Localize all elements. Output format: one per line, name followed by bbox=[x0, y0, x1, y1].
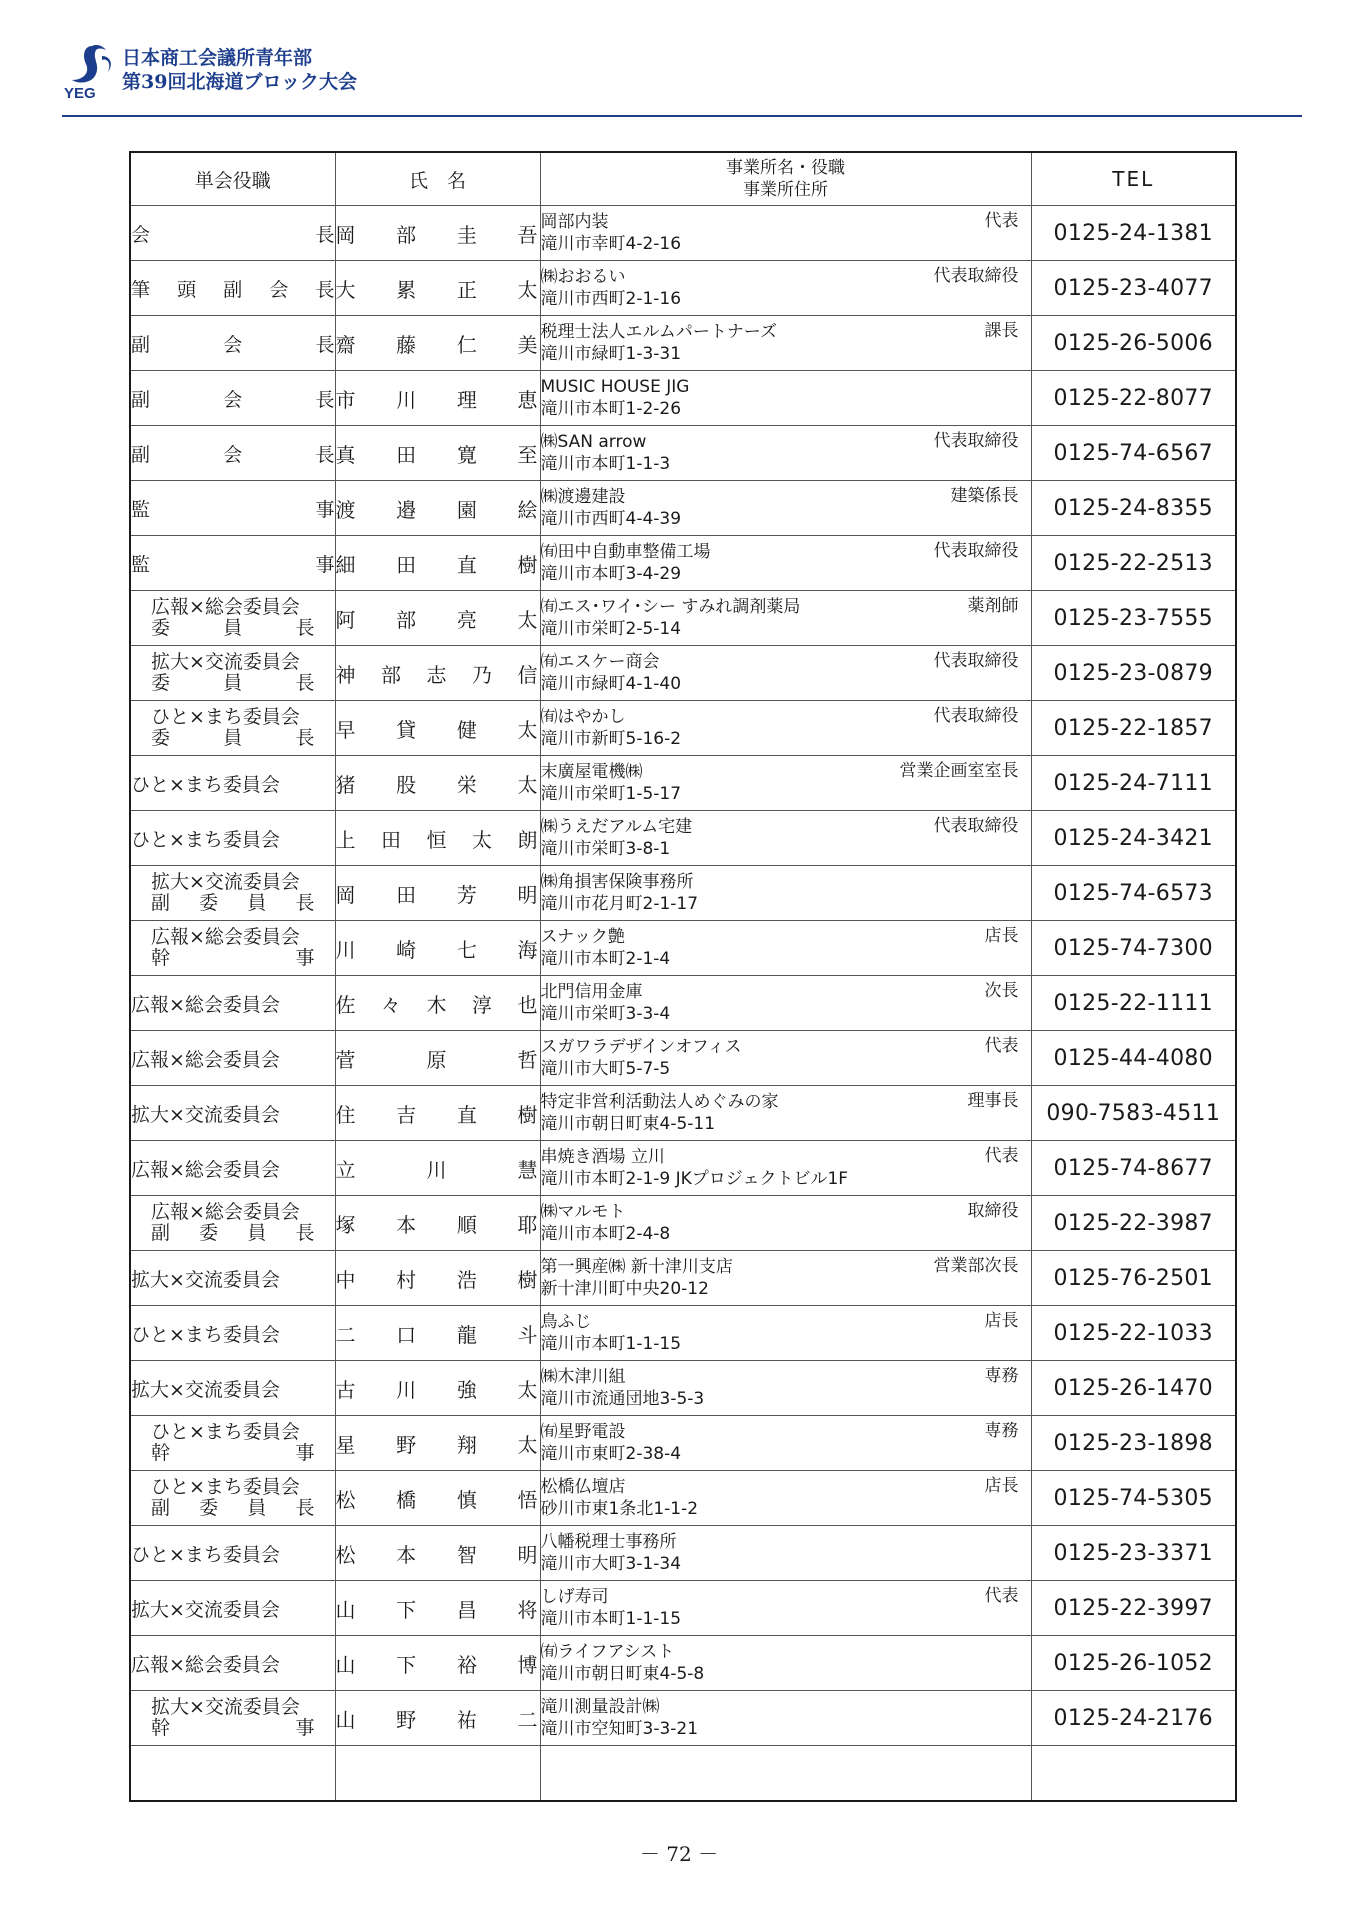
role-cell bbox=[130, 1416, 335, 1471]
job-title: 薬剤師 bbox=[967, 596, 1019, 616]
member-name: 松本智明 bbox=[335, 1526, 540, 1581]
role-cell bbox=[130, 1526, 335, 1581]
company-name: ㈲ライフアシスト bbox=[540, 1642, 675, 1662]
role-cell bbox=[130, 866, 335, 921]
role-cell bbox=[130, 371, 335, 426]
business-cell bbox=[540, 1636, 1031, 1691]
company-name: 末廣屋電機㈱ bbox=[540, 762, 643, 782]
job-title: 代表 bbox=[984, 1586, 1019, 1606]
member-name: 岡田芳明 bbox=[335, 866, 540, 921]
company-name: ㈲田中自動車整備工場 bbox=[540, 542, 711, 562]
phone-number: 0125-74-6573 bbox=[1031, 866, 1236, 921]
company-address: 滝川市栄町3-3-4 bbox=[540, 1004, 671, 1024]
role-text: 監事 bbox=[131, 553, 335, 576]
role-text: 筆頭副会長 bbox=[131, 278, 335, 301]
role-position: 副委員長 bbox=[151, 892, 315, 914]
business-cell bbox=[540, 1526, 1031, 1581]
company-name: しげ寿司 bbox=[540, 1587, 609, 1607]
phone-number: 0125-74-8677 bbox=[1031, 1141, 1236, 1196]
phone-number: 0125-22-2513 bbox=[1031, 536, 1236, 591]
company-name: ㈲星野電設 bbox=[540, 1422, 626, 1442]
empty-row bbox=[130, 1746, 1236, 1801]
table-body bbox=[130, 206, 1236, 1801]
page-number: － 72 － bbox=[639, 1842, 719, 1866]
table-row bbox=[130, 1691, 1236, 1746]
phone-number: 0125-23-4077 bbox=[1031, 261, 1236, 316]
header-address: 事業所住所 bbox=[743, 180, 828, 200]
role-text: 副会長 bbox=[131, 388, 335, 411]
table-row bbox=[130, 866, 1236, 921]
company-name: ㈱角損害保険事務所 bbox=[540, 872, 694, 892]
business-cell bbox=[540, 481, 1031, 536]
job-title: 代表 bbox=[984, 1146, 1019, 1166]
role-cell bbox=[130, 646, 335, 701]
header-rule bbox=[62, 115, 1302, 117]
job-title: 取締役 bbox=[967, 1201, 1019, 1221]
company-address: 滝川市流通団地3-5-3 bbox=[540, 1389, 705, 1409]
job-title: 店長 bbox=[984, 1311, 1019, 1331]
role-committee: 広報×総会委員会 bbox=[151, 596, 300, 618]
member-name: 岡部圭吾 bbox=[335, 206, 540, 261]
business-cell bbox=[540, 811, 1031, 866]
company-name: 鳥ふじ bbox=[540, 1312, 592, 1332]
company-address: 滝川市東町2-38-4 bbox=[540, 1444, 682, 1464]
job-title: 代表取締役 bbox=[933, 431, 1019, 451]
role-text: 拡大×交流委員会 bbox=[131, 1378, 280, 1401]
member-name: 古川強太 bbox=[335, 1361, 540, 1416]
role-cell bbox=[130, 1306, 335, 1361]
member-name: 松橋慎悟 bbox=[335, 1471, 540, 1526]
company-address: 滝川市大町5-7-5 bbox=[540, 1059, 671, 1079]
role-cell bbox=[130, 1691, 335, 1746]
job-title: 代表取締役 bbox=[933, 816, 1019, 836]
company-address: 滝川市新町5-16-2 bbox=[540, 729, 682, 749]
role-committee: ひと×まち委員会 bbox=[151, 706, 300, 728]
company-address: 滝川市緑町4-1-40 bbox=[540, 674, 682, 694]
member-name: 二口龍斗 bbox=[335, 1306, 540, 1361]
header-business bbox=[540, 152, 1031, 206]
phone-number: 0125-22-3997 bbox=[1031, 1581, 1236, 1636]
member-name: 渡邉園絵 bbox=[335, 481, 540, 536]
table-row bbox=[130, 206, 1236, 261]
phone-number: 0125-23-7555 bbox=[1031, 591, 1236, 646]
table-row bbox=[130, 1251, 1236, 1306]
role-cell bbox=[130, 1361, 335, 1416]
table-row bbox=[130, 701, 1236, 756]
role-text: 広報×総会委員会 bbox=[131, 1048, 280, 1071]
member-name: 大累正太 bbox=[335, 261, 540, 316]
phone-number: 0125-22-8077 bbox=[1031, 371, 1236, 426]
job-title: 代表取締役 bbox=[933, 266, 1019, 286]
member-name: 山下昌将 bbox=[335, 1581, 540, 1636]
company-address: 滝川市幸町4-2-16 bbox=[540, 234, 682, 254]
table-row bbox=[130, 1636, 1236, 1691]
job-title: 課長 bbox=[984, 321, 1019, 341]
role-position: 委員長 bbox=[151, 727, 315, 749]
member-name: 塚本順耶 bbox=[335, 1196, 540, 1251]
yeg-logo bbox=[62, 42, 118, 102]
empty-cell bbox=[335, 1746, 540, 1801]
table-row bbox=[130, 1031, 1236, 1086]
job-title: 専務 bbox=[984, 1366, 1019, 1386]
company-address: 砂川市東1条北1-1-2 bbox=[540, 1499, 699, 1519]
business-cell bbox=[540, 976, 1031, 1031]
company-name: 八幡税理士事務所 bbox=[540, 1532, 677, 1552]
company-name: ㈲はやかし bbox=[540, 707, 626, 727]
role-cell bbox=[130, 756, 335, 811]
role-position: 幹事 bbox=[151, 1442, 315, 1464]
role-text: ひと×まち委員会 bbox=[131, 773, 280, 796]
job-title: 店長 bbox=[984, 926, 1019, 946]
company-address: 滝川市西町4-4-39 bbox=[540, 509, 682, 529]
company-name: 松橋仏壇店 bbox=[540, 1477, 626, 1497]
company-address: 滝川市朝日町東4-5-8 bbox=[540, 1664, 705, 1684]
company-name: ㈱渡邊建設 bbox=[540, 487, 626, 507]
job-title: 代表取締役 bbox=[933, 651, 1019, 671]
role-text: 会 長 bbox=[131, 223, 335, 246]
role-cell bbox=[130, 1196, 335, 1251]
role-cell bbox=[130, 426, 335, 481]
phone-number: 0125-74-5305 bbox=[1031, 1471, 1236, 1526]
phone-number: 0125-22-1033 bbox=[1031, 1306, 1236, 1361]
role-cell bbox=[130, 1141, 335, 1196]
company-address: 滝川市本町2-1-9 JKプロジェクトビル1F bbox=[540, 1169, 849, 1189]
job-title: 次長 bbox=[984, 981, 1019, 1001]
phone-number: 090-7583-4511 bbox=[1031, 1086, 1236, 1141]
company-name: 北門信用金庫 bbox=[540, 982, 643, 1002]
business-cell bbox=[540, 921, 1031, 976]
role-cell bbox=[130, 1636, 335, 1691]
job-title: 営業企画室室長 bbox=[899, 761, 1019, 781]
role-committee: 拡大×交流委員会 bbox=[151, 871, 300, 893]
table-row bbox=[130, 1526, 1236, 1581]
member-name: 神部志乃信 bbox=[335, 646, 540, 701]
company-address: 滝川市本町2-4-8 bbox=[540, 1224, 671, 1244]
table-row bbox=[130, 1196, 1236, 1251]
role-committee: 広報×総会委員会 bbox=[151, 926, 300, 948]
phone-number: 0125-26-5006 bbox=[1031, 316, 1236, 371]
role-cell bbox=[130, 261, 335, 316]
role-text: 拡大×交流委員会 bbox=[131, 1103, 280, 1126]
business-cell bbox=[540, 316, 1031, 371]
business-cell bbox=[540, 1471, 1031, 1526]
page-header bbox=[62, 42, 1302, 102]
company-address: 滝川市朝日町東4-5-11 bbox=[540, 1114, 716, 1134]
phone-number: 0125-26-1470 bbox=[1031, 1361, 1236, 1416]
role-cell bbox=[130, 1251, 335, 1306]
table-row bbox=[130, 1086, 1236, 1141]
company-name: ㈲エス･ワイ･シー すみれ調剤薬局 bbox=[540, 597, 801, 617]
member-name: 齋藤仁美 bbox=[335, 316, 540, 371]
table-row bbox=[130, 481, 1236, 536]
table-row bbox=[130, 1471, 1236, 1526]
phone-number: 0125-44-4080 bbox=[1031, 1031, 1236, 1086]
job-title: 代表 bbox=[984, 211, 1019, 231]
role-position: 幹事 bbox=[151, 1717, 315, 1739]
role-cell bbox=[130, 701, 335, 756]
role-position: 委員長 bbox=[151, 672, 315, 694]
phone-number: 0125-24-7111 bbox=[1031, 756, 1236, 811]
event-name: 第39回北海道ブロック大会 bbox=[122, 71, 358, 93]
company-name: 第一興産㈱ 新十津川支店 bbox=[540, 1257, 733, 1277]
phone-number: 0125-74-6567 bbox=[1031, 426, 1236, 481]
company-name: 滝川測量設計㈱ bbox=[540, 1697, 660, 1717]
business-cell bbox=[540, 1251, 1031, 1306]
job-title: 専務 bbox=[984, 1421, 1019, 1441]
header-role: 単会役職 bbox=[130, 152, 335, 206]
business-cell bbox=[540, 1416, 1031, 1471]
company-name: ㈱マルモト bbox=[540, 1202, 626, 1222]
role-cell bbox=[130, 921, 335, 976]
role-position: 副委員長 bbox=[151, 1497, 315, 1519]
job-title: 代表取締役 bbox=[933, 541, 1019, 561]
company-name: スガワラデザインオフィス bbox=[540, 1037, 742, 1057]
business-cell bbox=[540, 1361, 1031, 1416]
business-cell bbox=[540, 646, 1031, 701]
company-name: ㈱木津川組 bbox=[540, 1367, 626, 1387]
phone-number: 0125-24-1381 bbox=[1031, 206, 1236, 261]
table-row bbox=[130, 371, 1236, 426]
table-row bbox=[130, 261, 1236, 316]
empty-cell bbox=[130, 1746, 335, 1801]
company-address: 滝川市栄町2-5-14 bbox=[540, 619, 682, 639]
business-cell bbox=[540, 1196, 1031, 1251]
company-name: ㈱SAN arrow bbox=[540, 432, 647, 452]
company-address: 滝川市大町3-1-34 bbox=[540, 1554, 682, 1574]
company-address: 滝川市本町1-1-3 bbox=[540, 454, 671, 474]
role-text: 広報×総会委員会 bbox=[131, 1653, 280, 1676]
empty-cell bbox=[540, 1746, 1031, 1801]
role-position: 委員長 bbox=[151, 617, 315, 639]
role-text: 拡大×交流委員会 bbox=[131, 1268, 280, 1291]
company-name: ㈱うえだアルム宅建 bbox=[540, 817, 693, 837]
role-committee: ひと×まち委員会 bbox=[151, 1476, 300, 1498]
member-name: 山野祐二 bbox=[335, 1691, 540, 1746]
member-table bbox=[129, 151, 1237, 1802]
phone-number: 0125-23-3371 bbox=[1031, 1526, 1236, 1581]
phone-number: 0125-76-2501 bbox=[1031, 1251, 1236, 1306]
role-cell bbox=[130, 536, 335, 591]
table-row bbox=[130, 426, 1236, 481]
member-name: 早貸健太 bbox=[335, 701, 540, 756]
phone-number: 0125-24-3421 bbox=[1031, 811, 1236, 866]
header-tel: TEL bbox=[1031, 152, 1236, 206]
member-name: 山下裕博 bbox=[335, 1636, 540, 1691]
company-address: 新十津川町中央20-12 bbox=[540, 1279, 709, 1299]
role-cell bbox=[130, 1581, 335, 1636]
role-committee: ひと×まち委員会 bbox=[151, 1421, 300, 1443]
role-text: 広報×総会委員会 bbox=[131, 993, 280, 1016]
role-committee: 広報×総会委員会 bbox=[151, 1201, 300, 1223]
role-position: 幹事 bbox=[151, 947, 315, 969]
table-row bbox=[130, 1306, 1236, 1361]
company-name: 岡部内装 bbox=[540, 212, 609, 232]
role-text: 広報×総会委員会 bbox=[131, 1158, 280, 1181]
business-cell bbox=[540, 1691, 1031, 1746]
empty-cell bbox=[1031, 1746, 1236, 1801]
phone-number: 0125-22-3987 bbox=[1031, 1196, 1236, 1251]
role-text: ひと×まち委員会 bbox=[131, 1323, 280, 1346]
member-name: 市川理恵 bbox=[335, 371, 540, 426]
company-address: 滝川市本町1-2-26 bbox=[540, 399, 682, 419]
role-cell bbox=[130, 1471, 335, 1526]
company-address: 滝川市栄町1-5-17 bbox=[540, 784, 682, 804]
business-cell bbox=[540, 1306, 1031, 1361]
table-row bbox=[130, 921, 1236, 976]
role-cell bbox=[130, 1031, 335, 1086]
business-cell bbox=[540, 261, 1031, 316]
phone-number: 0125-22-1857 bbox=[1031, 701, 1236, 756]
job-title: 代表取締役 bbox=[933, 706, 1019, 726]
phone-number: 0125-22-1111 bbox=[1031, 976, 1236, 1031]
member-name: 阿部亮太 bbox=[335, 591, 540, 646]
business-cell bbox=[540, 426, 1031, 481]
header-name: 氏 名 bbox=[335, 152, 540, 206]
role-text: 副会長 bbox=[131, 443, 335, 466]
business-cell bbox=[540, 536, 1031, 591]
table-row bbox=[130, 591, 1236, 646]
business-cell bbox=[540, 1086, 1031, 1141]
phone-number: 0125-23-0879 bbox=[1031, 646, 1236, 701]
table-row bbox=[130, 1361, 1236, 1416]
role-text: ひと×まち委員会 bbox=[131, 828, 280, 851]
company-address: 滝川市花月町2-1-17 bbox=[540, 894, 699, 914]
role-cell bbox=[130, 316, 335, 371]
business-cell bbox=[540, 206, 1031, 261]
role-cell bbox=[130, 1086, 335, 1141]
table-row bbox=[130, 976, 1236, 1031]
member-name: 真田寛至 bbox=[335, 426, 540, 481]
business-cell bbox=[540, 1141, 1031, 1196]
phone-number: 0125-24-8355 bbox=[1031, 481, 1236, 536]
role-text: 副会長 bbox=[131, 333, 335, 356]
member-name: 川崎七海 bbox=[335, 921, 540, 976]
company-address: 滝川市栄町3-8-1 bbox=[540, 839, 671, 859]
member-name: 住吉直樹 bbox=[335, 1086, 540, 1141]
role-text: 拡大×交流委員会 bbox=[131, 1598, 280, 1621]
org-name: 日本商工会議所青年部 bbox=[122, 47, 313, 69]
role-cell bbox=[130, 591, 335, 646]
table-row bbox=[130, 1581, 1236, 1636]
table-header bbox=[130, 152, 1236, 206]
business-cell bbox=[540, 756, 1031, 811]
table-row bbox=[130, 646, 1236, 701]
company-name: ㈱おおるい bbox=[540, 267, 626, 287]
table-row bbox=[130, 316, 1236, 371]
member-name: 星野翔太 bbox=[335, 1416, 540, 1471]
member-name: 中村浩樹 bbox=[335, 1251, 540, 1306]
phone-number: 0125-24-2176 bbox=[1031, 1691, 1236, 1746]
table-row bbox=[130, 1141, 1236, 1196]
business-cell bbox=[540, 701, 1031, 756]
role-cell bbox=[130, 206, 335, 261]
company-name: MUSIC HOUSE JIG bbox=[540, 377, 690, 397]
company-address: 滝川市本町1-1-15 bbox=[540, 1609, 682, 1629]
role-position: 副委員長 bbox=[151, 1222, 315, 1244]
role-committee: 拡大×交流委員会 bbox=[151, 651, 300, 673]
company-address: 滝川市本町2-1-4 bbox=[540, 949, 671, 969]
job-title: 店長 bbox=[984, 1476, 1019, 1496]
company-address: 滝川市空知町3-3-21 bbox=[540, 1719, 699, 1739]
business-cell bbox=[540, 1031, 1031, 1086]
role-cell bbox=[130, 481, 335, 536]
member-name: 細田直樹 bbox=[335, 536, 540, 591]
job-title: 建築係長 bbox=[950, 486, 1019, 506]
role-text: ひと×まち委員会 bbox=[131, 1543, 280, 1566]
role-cell bbox=[130, 811, 335, 866]
business-cell bbox=[540, 866, 1031, 921]
business-cell bbox=[540, 1581, 1031, 1636]
table-row bbox=[130, 756, 1236, 811]
role-committee: 拡大×交流委員会 bbox=[151, 1696, 300, 1718]
table-row bbox=[130, 811, 1236, 866]
company-address: 滝川市緑町1-3-31 bbox=[540, 344, 682, 364]
table-row bbox=[130, 1416, 1236, 1471]
table-row bbox=[130, 536, 1236, 591]
header-business-name: 事業所名・役職 bbox=[726, 158, 845, 178]
company-name: 串焼き酒場 立川 bbox=[540, 1147, 665, 1167]
role-text: 監事 bbox=[131, 498, 335, 521]
role-cell bbox=[130, 976, 335, 1031]
business-cell bbox=[540, 591, 1031, 646]
company-address: 滝川市本町3-4-29 bbox=[540, 564, 682, 584]
company-name: 税理士法人エルムパートナーズ bbox=[540, 322, 777, 342]
company-name: 特定非営利活動法人めぐみの家 bbox=[540, 1092, 779, 1112]
job-title: 営業部次長 bbox=[933, 1256, 1019, 1276]
logo-text: YEG bbox=[64, 85, 96, 102]
job-title: 理事長 bbox=[967, 1091, 1019, 1111]
member-name: 立川慧 bbox=[335, 1141, 540, 1196]
company-address: 滝川市本町1-1-15 bbox=[540, 1334, 682, 1354]
phone-number: 0125-23-1898 bbox=[1031, 1416, 1236, 1471]
header-titles bbox=[122, 46, 357, 94]
phone-number: 0125-74-7300 bbox=[1031, 921, 1236, 976]
member-name: 菅原哲 bbox=[335, 1031, 540, 1086]
business-cell bbox=[540, 371, 1031, 426]
company-name: ㈲エスケー商会 bbox=[540, 652, 660, 672]
company-name: スナック艶 bbox=[540, 927, 625, 947]
job-title: 代表 bbox=[984, 1036, 1019, 1056]
member-name: 上田恒太朗 bbox=[335, 811, 540, 866]
member-name: 猪股栄太 bbox=[335, 756, 540, 811]
company-address: 滝川市西町2-1-16 bbox=[540, 289, 682, 309]
phone-number: 0125-26-1052 bbox=[1031, 1636, 1236, 1691]
member-name: 佐々木淳也 bbox=[335, 976, 540, 1031]
